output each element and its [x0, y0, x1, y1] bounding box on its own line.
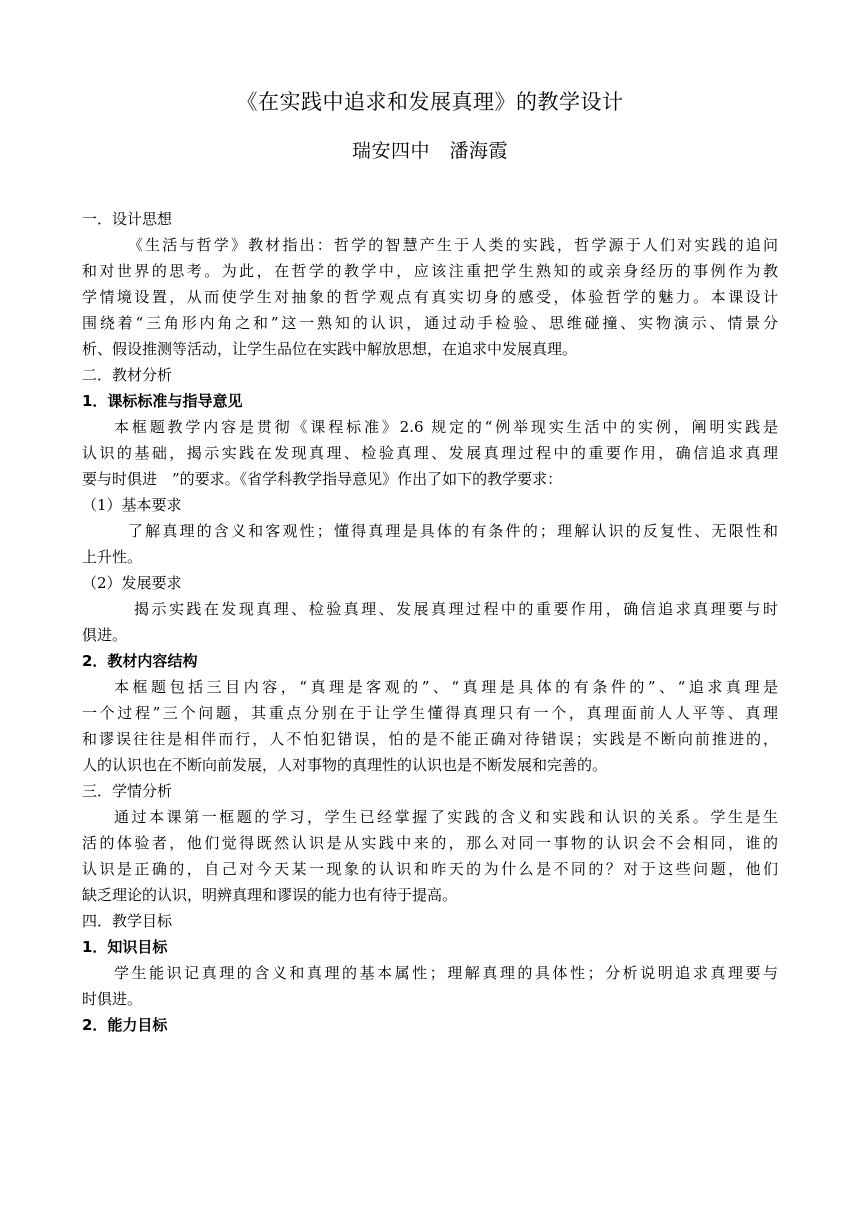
text-line: 《生活与哲学》教材指出：哲学的智慧产生于人类的实践，哲学源于人们对实践的追问: [128, 236, 778, 254]
text-line: 上升性。: [82, 548, 143, 566]
text-line: 时俱进。: [82, 990, 143, 1008]
document-body: [82, 206, 778, 1038]
text-line: 本框题包括三目内容，“真理是客观的”、“真理是具体的有条件的”、“追求真理是: [114, 678, 778, 696]
text-line: 1．课标标准与指导意见: [82, 392, 243, 410]
text-line: 一个过程”三个问题，其重点分别在于让学生懂得真理只有一个，真理面前人人平等、真理: [82, 704, 778, 722]
text-line: 围绕着“三角形内角之和”这一熟知的认识，通过动手检验、思维碰撞、实物演示、情景分: [82, 314, 778, 332]
text-line: 四．教学目标: [82, 912, 173, 930]
text-line: 揭示实践在发现真理、检验真理、发展真理过程中的重要作用，确信追求真理要与时: [134, 600, 778, 618]
text-line: 活的体验者，他们觉得既然认识是从实践中来的，那么对同一事物的认识会不会相同，谁的: [82, 834, 778, 852]
text-line: 2．教材内容结构: [82, 652, 198, 670]
text-line: 俱进。: [82, 626, 128, 644]
text-line: 2．能力目标: [82, 1016, 168, 1034]
document-title: 《在实践中追求和发展真理》的教学设计: [236, 90, 624, 114]
text-line: 了解真理的含义和客观性；懂得真理是具体的有条件的；理解认识的反复性、无限性和: [128, 522, 778, 540]
text-line: 要与时俱进 ”的要求。《省学科教学指导意见》作出了如下的教学要求：: [82, 470, 563, 488]
text-line: 析、假设推测等活动，让学生品位在实践中解放思想，在追求中发展真理。: [82, 340, 578, 358]
text-line: 通过本课第一框题的学习，学生已经掌握了实践的含义和实践和认识的关系。学生是生: [114, 808, 778, 826]
text-line: 一．设计思想: [82, 210, 173, 228]
text-line: 1．知识目标: [82, 938, 168, 956]
document-author: 瑞安四中 潘海霞: [351, 140, 508, 162]
text-line: 人的认识也在不断向前发展，人对事物的真理性的认识也是不断发展和完善的。: [82, 756, 608, 774]
text-line: 认识是正确的，自己对今天某一现象的认识和昨天的为什么是不同的？对于这些问题，他们: [82, 860, 778, 878]
text-line: 缺乏理论的认识，明辨真理和谬误的能力也有待于提高。: [82, 886, 458, 904]
text-line: 学情境设置，从而使学生对抽象的哲学观点有真实切身的感受，体验哲学的魅力。本课设计: [82, 288, 778, 306]
text-line: （2）发展要求: [82, 574, 182, 592]
text-line: 和对世界的思考。为此，在哲学的教学中，应该注重把学生熟知的或亲身经历的事例作为教: [82, 262, 778, 280]
text-line: 二．教材分析: [82, 366, 173, 384]
text-line: （1）基本要求: [82, 496, 182, 514]
text-line: 三．学情分析: [82, 782, 173, 800]
text-line: 学生能识记真理的含义和真理的基本属性；理解真理的具体性；分析说明追求真理要与: [114, 964, 778, 982]
text-line: 本框题教学内容是贯彻《课程标准》2.6 规定的“例举现实生活中的实例，阐明实践是: [114, 418, 778, 436]
text-line: 认识的基础，揭示实践在发现真理、检验真理、发展真理过程中的重要作用，确信追求真理: [82, 444, 778, 462]
text-line: 和谬误往往是相伴而行，人不怕犯错误，怕的是不能正确对待错误；实践是不断向前推进的，: [82, 730, 778, 748]
